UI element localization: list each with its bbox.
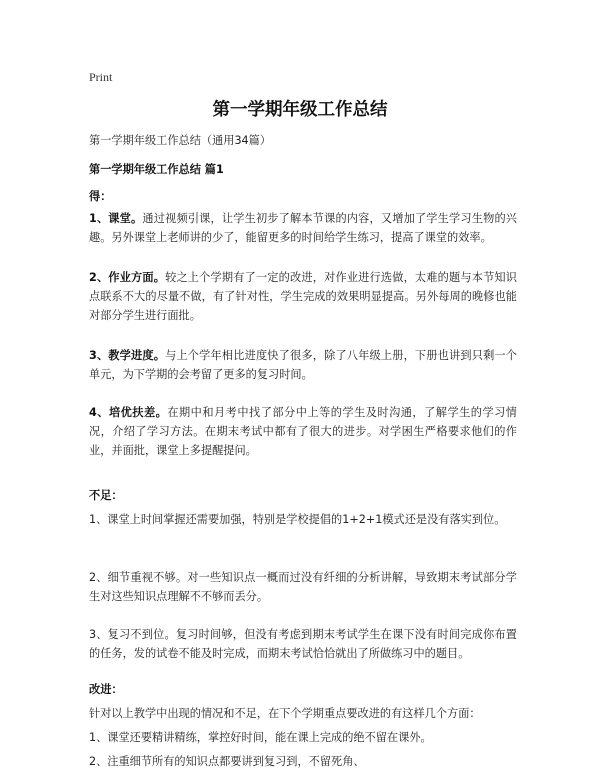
subtitle: 第一学期年级工作总结（通用34篇） [89, 134, 272, 147]
shortcoming-paragraph-3: 3、复习不到位。复习时间够，但没有考虑到期末考试学生在课下没有时间完成你布置的任务，发的试卷不能及时完成，而期末考试恰恰就出了所做练习中的题目。 [89, 628, 517, 660]
improvements-heading: 改进： [89, 683, 123, 696]
improvement-item-2: 2、注重细节所有的知识点都要讲到复习到，不留死角、 [89, 755, 365, 768]
gain-paragraph-4 [89, 403, 517, 460]
gain-paragraph-2 [89, 268, 517, 325]
gain-label: 2、作业方面。 [89, 271, 166, 284]
gains-heading: 得： [89, 190, 112, 203]
print-link[interactable]: Print [89, 70, 113, 84]
gain-paragraph-3 [89, 346, 517, 384]
improvement-item-1: 1、课堂还要精讲精练，掌控好时间，能在课上完成的绝不留在课外。 [89, 731, 432, 744]
shortcoming-paragraph-1: 1、课堂上时间掌握还需要加强，特别是学校提倡的1+2+1模式还是没有落实到位。 [89, 513, 506, 526]
gain-label: 4、培优扶差。 [89, 406, 168, 419]
gain-label: 3、教学进度。 [89, 349, 166, 362]
gain-text: 在期中和月考中找了部分中上等的学生及时沟通，了解学生的学习情况，介绍了学习方法。在期末考试中都有了很大的进步。对学困生严格要求他们的作业，并面批，课堂上多提醒提问。 [89, 406, 517, 457]
shortcoming-paragraph-2: 2、细节重视不够。对一些知识点一概而过没有纤细的分析讲解，导致期末考试部分学生对这些知识点理解不不够而丢分。 [89, 571, 517, 603]
page-title: 第一学期年级工作总结 [212, 100, 388, 120]
gain-text: 与上个学年相比进度快了很多，除了八年级上册，下册也讲到只剩一个单元，为下学期的会考留了更多的复习时间。 [89, 349, 517, 381]
gain-text: 通过视频引课，让学生初步了解本节课的内容，又增加了学生学习生物的兴趣。另外课堂上老师讲的少了，能留更多的时间给学生练习，提高了课堂的效率。 [89, 212, 517, 244]
shortcomings-heading: 不足： [89, 489, 123, 502]
gain-label: 1、课堂。 [89, 212, 143, 225]
gain-paragraph-1 [89, 209, 517, 247]
improvements-intro: 针对以上教学中出现的情况和不足，在下个学期重点要改进的有这样几个方面： [89, 707, 481, 720]
gain-text: 较之上个学期有了一定的改进，对作业进行选做，太难的题与本节知识点联系不大的尽量不做，有了针对性，学生完成的效果明显提高。另外每周的晚修也能对部分学生进行面批。 [89, 271, 517, 322]
section-heading: 第一学期年级工作总结 篇1 [89, 163, 224, 176]
